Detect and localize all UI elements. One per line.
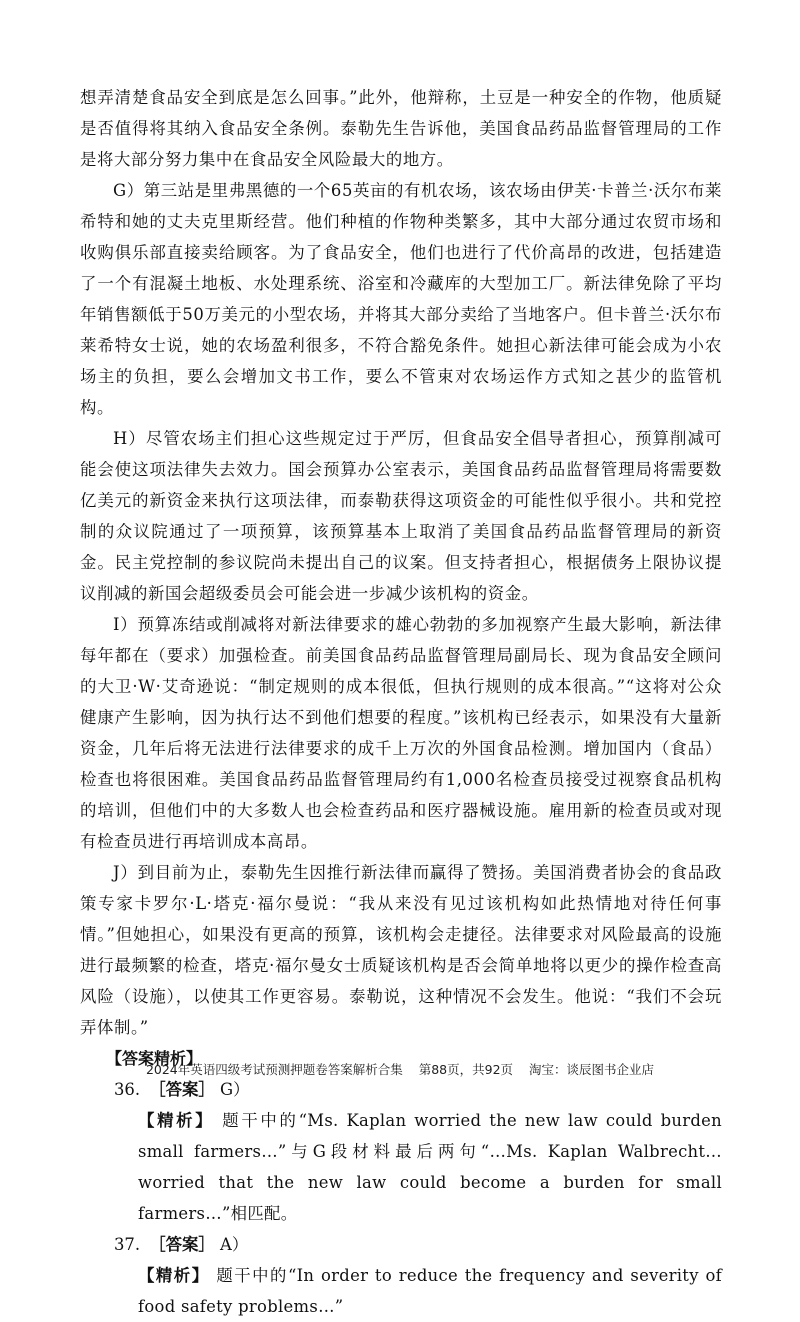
answer-section-heading: 【答案精析】 [106,1049,203,1068]
paragraph-g: G）第三站是里弗黑德的一个65英亩的有机农场，该农场由伊芙·卡普兰·沃尔布莱希特和她的丈夫克里斯经营。他们种植的作物种类繁多，其中大部分通过农贸市场和收购俱乐部直接卖给顾客。为了食品安全，他们也进行了代价高昂的改进，包括建造了一个有混凝土地板、水处理系统、浴室和冷藏库的大型加工厂。新法律免除了平均年销售额低于50万美元的小型农场，并将其大部分卖给了当地客户。但卡普兰·沃尔布莱希特女士说，她的农场盈利很多，不符合豁免条件。她担心新法律可能会成为小农场主的负担，要么会增加文书工作，要么不管束对农场运作方式知之甚少的监管机构。 [80,181,722,417]
paragraph-i: I）预算冻结或削减将对新法律要求的雄心勃勃的多加视察产生最大影响，新法律每年都在（要求）加强检查。前美国食品药品监督管理局副局长、现为食品安全顾问的大卫·W·艾奇逊说：“制定规则的成本很低，但执行规则的成本很高。”“这将对公众健康产生影响，因为执行达不到他们想要的程度。”该机构已经表示，如果没有大量新资金，几年后将无法进行法律要求的成千上万次的外国食品检测。增加国内（食品）检查也将很困难。美国食品药品监督管理局约有1,000名检查员接受过视察食品机构的培训，但他们中的大多数人也会检查药品和医疗器械设施。雇用新的检查员或对现有检查员进行再培训成本高昂。 [80,615,722,851]
question-36-answer [114,1074,722,1105]
paragraph-h: H）尽管农场主们担心这些规定过于严厉，但食品安全倡导者担心，预算削减可能会使这项法律失去效力。国会预算办公室表示，美国食品药品监督管理局将需要数亿美元的新资金来执行这项法律，而泰勒获得这项资金的可能性似乎很小。共和党控制的众议院通过了一项预算，该预算基本上取消了美国食品药品监督管理局的新资金。民主党控制的参议院尚未提出自己的议案。但支持者担心，根据债务上限协议提议削减的新国会超级委员会可能会进一步减少该机构的资金。 [80,429,722,603]
answer-tag: ［答案］ [149,1080,215,1099]
footer-page-number: 第88页，共92页 [418,1062,514,1077]
footer-shop: 淘宝：谈辰图书企业店 [529,1062,655,1077]
analysis-tag: 【精析】 [138,1111,215,1130]
answer-tag: ［答案］ [149,1235,215,1254]
analysis-tag: 【精析】 [138,1266,210,1285]
document-body [80,82,722,1322]
question-number: 37. [114,1235,141,1254]
analysis-text: 题干中的“Ms. Kaplan worried the new law could burden small farmers…”与G段材料最后两句“…Ms. Kaplan Walbrecht…worried that the new law could become a burden for small farmers…”相匹配。 [138,1111,722,1223]
answer-value: G） [220,1080,250,1099]
page-footer [0,1060,800,1078]
question-number: 36. [114,1080,141,1099]
question-37-answer [114,1229,722,1260]
question-36-analysis [138,1105,722,1229]
answer-value: A） [220,1235,249,1254]
paragraph-j: J）到目前为止，泰勒先生因推行新法律而赢得了赞扬。美国消费者协会的食品政策专家卡罗尔·L·塔克·福尔曼说：“我从来没有见过该机构如此热情地对待任何事情。”但她担心，如果没有更高的预算，该机构会走捷径。法律要求对风险最高的设施进行最频繁的检查，塔克·福尔曼女士质疑该机构是否会简单地将以更少的操作检查高风险（设施），以使其工作更容易。泰勒说，这种情况不会发生。他说：“我们不会玩弄体制。” [80,863,722,1037]
paragraph-continuation: 想弄清楚食品安全到底是怎么回事。”此外，他辩称，土豆是一种安全的作物，他质疑是否值得将其纳入食品安全条例。泰勒先生告诉他，美国食品药品监督管理局的工作是将大部分努力集中在食品安全风险最大的地方。 [80,88,722,169]
question-37-analysis [138,1260,722,1322]
analysis-text: 题干中的“In order to reduce the frequency and severity of food safety problems…” [138,1266,723,1316]
footer-title: 2024年英语四级考试预测押题卷答案解析合集 [145,1062,403,1077]
